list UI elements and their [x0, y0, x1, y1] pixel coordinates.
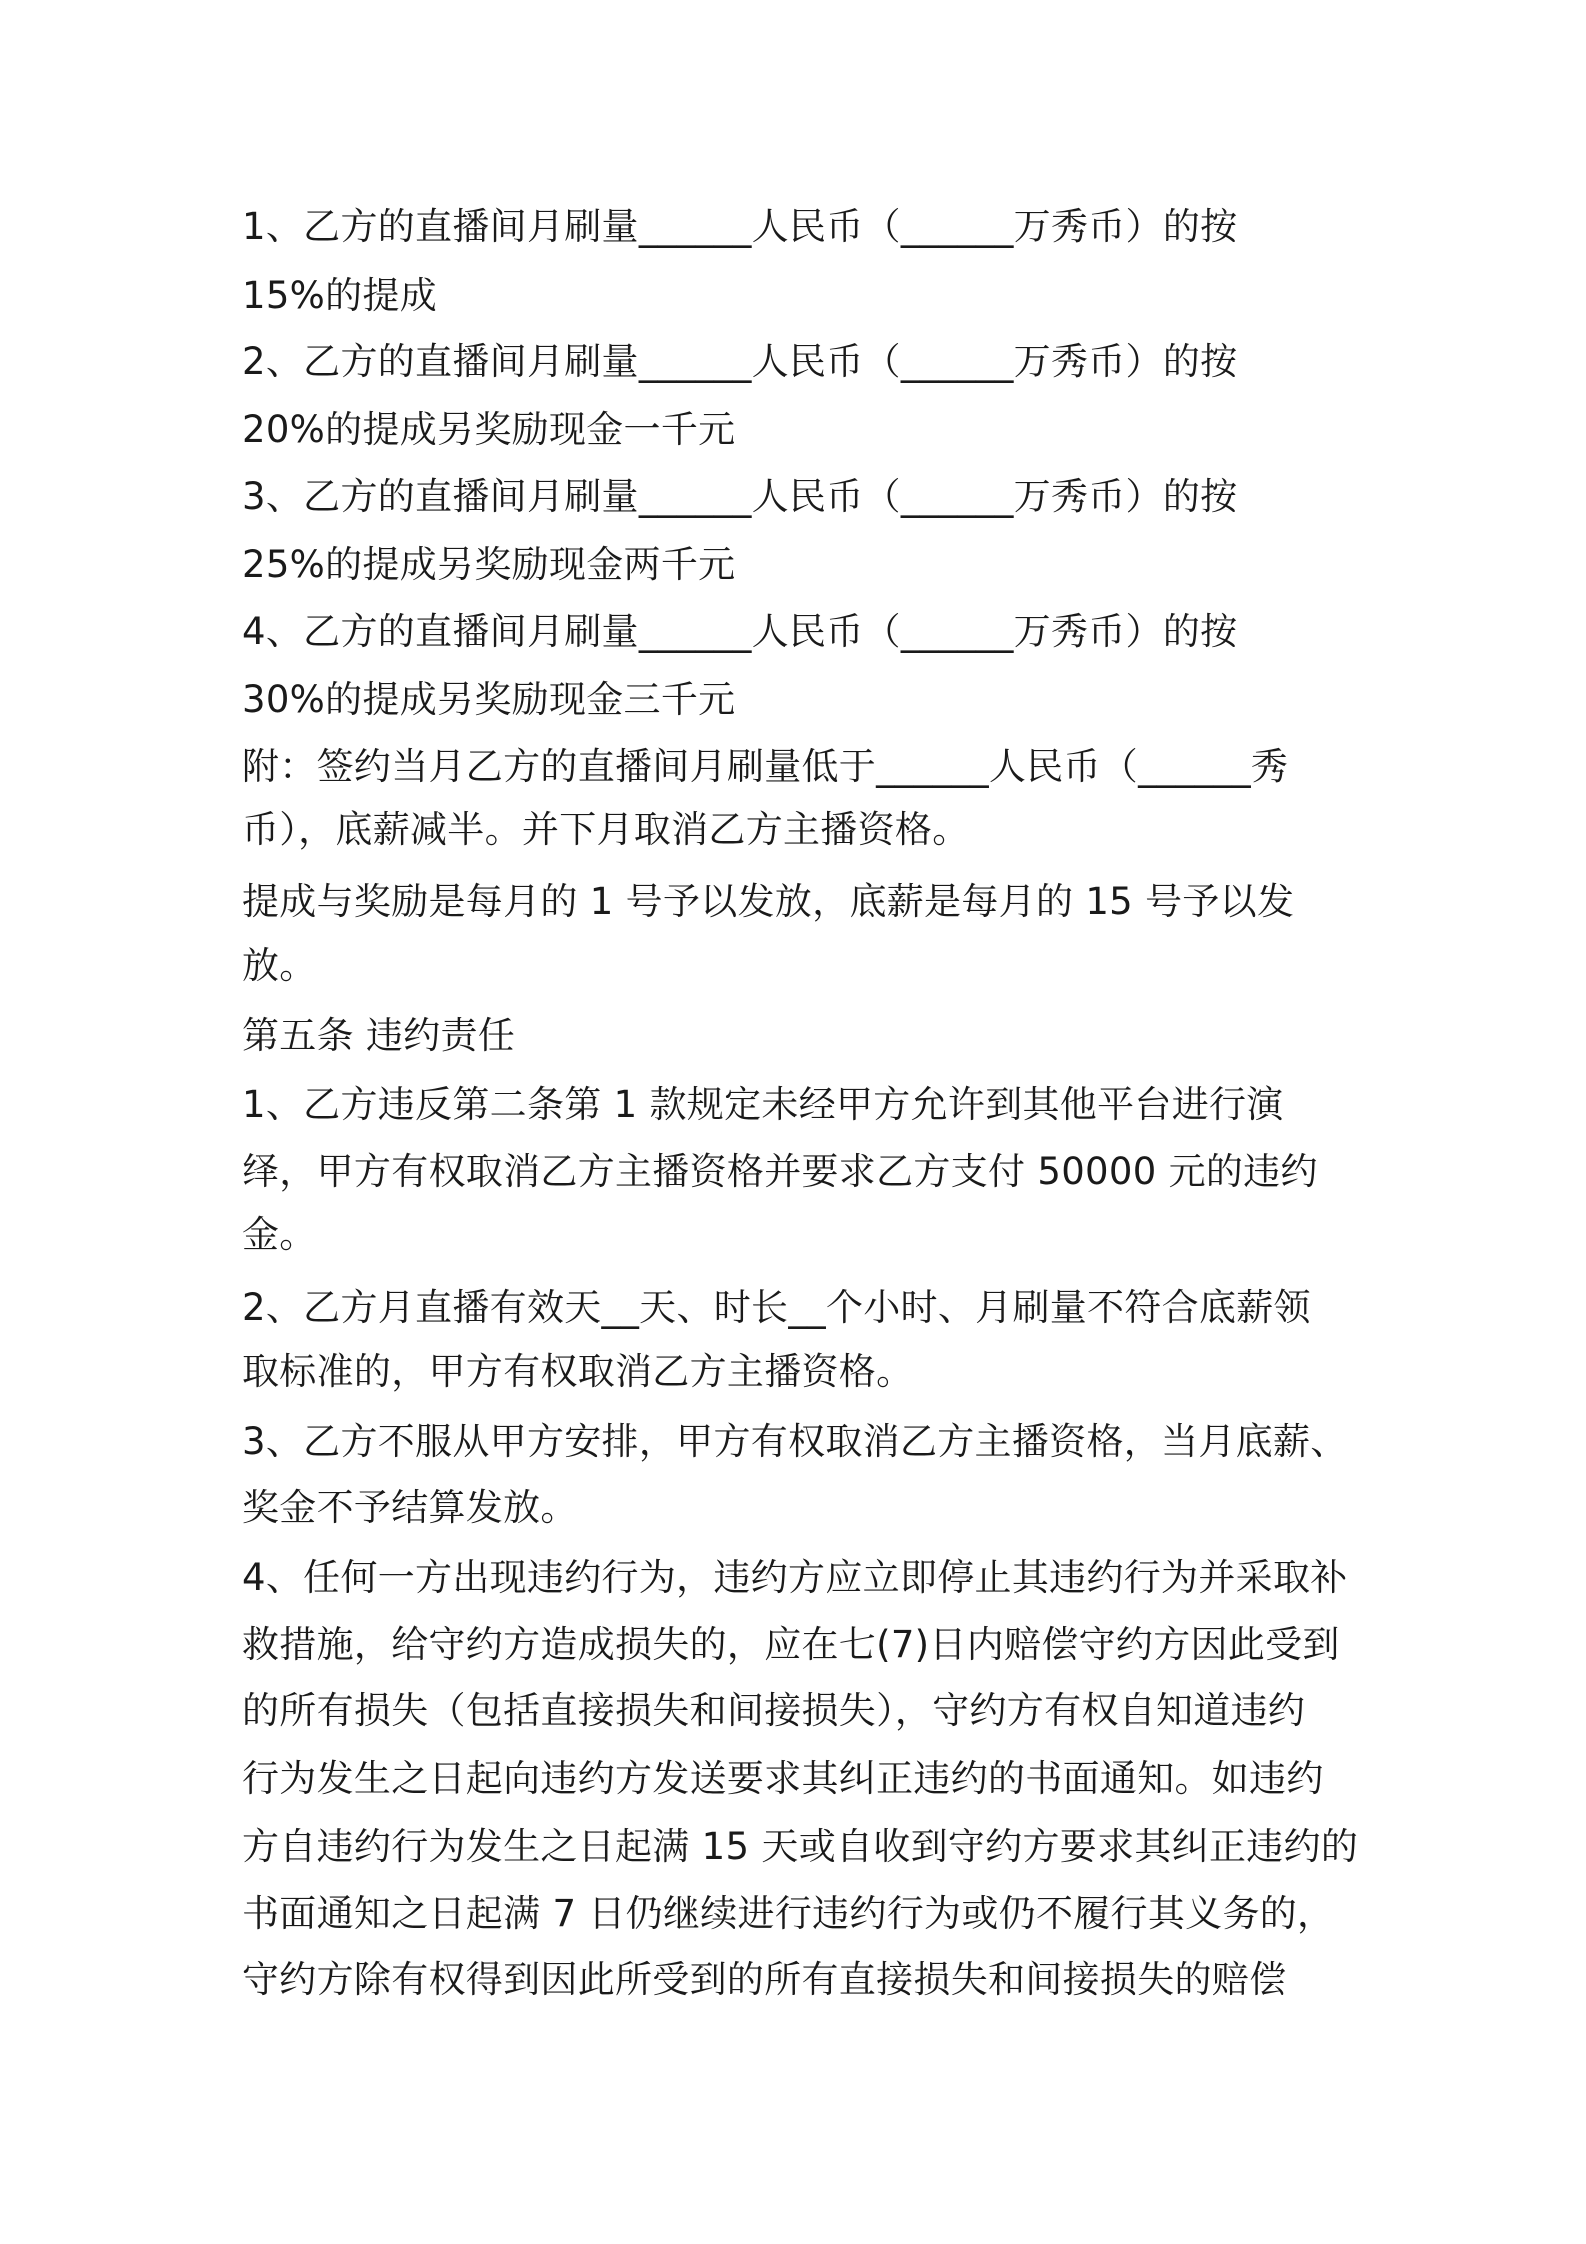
- text-line: 绎，甲方有权取消乙方主播资格并要求乙方支付 50000 元的违约: [242, 1150, 1318, 1193]
- text-line: 放。: [242, 944, 317, 987]
- text-line: 方自违约行为发生之日起满 15 天或自收到守约方要求其纠正违约的: [242, 1825, 1359, 1868]
- text-line: 行为发生之日起向违约方发送要求其纠正违约的书面通知。如违约: [242, 1757, 1324, 1800]
- text-line: 1、乙方违反第二条第 1 款规定未经甲方允许到其他平台进行演: [242, 1083, 1284, 1126]
- text-line: 1、乙方的直播间月刷量______人民币（______万秀币）的按: [242, 205, 1238, 248]
- text-line: 3、乙方不服从甲方安排，甲方有权取消乙方主播资格，当月底薪、: [242, 1420, 1348, 1463]
- text-line: 取标准的，甲方有权取消乙方主播资格。: [242, 1350, 914, 1393]
- text-line: 守约方除有权得到因此所受到的所有直接损失和间接损失的赔偿: [242, 1958, 1287, 2001]
- text-line: 3、乙方的直播间月刷量______人民币（______万秀币）的按: [242, 475, 1238, 518]
- text-line: 2、乙方月直播有效天__天、时长__个小时、月刷量不符合底薪领: [242, 1286, 1311, 1329]
- text-line: 书面通知之日起满 7 日仍继续进行违约行为或仍不履行其义务的，: [242, 1892, 1335, 1935]
- text-line: 的所有损失（包括直接损失和间接损失），守约方有权自知道违约: [242, 1689, 1306, 1732]
- text-line: 20%的提成另奖励现金一千元: [242, 408, 736, 451]
- section-heading: 第五条 违约责任: [242, 1014, 516, 1057]
- text-line: 30%的提成另奖励现金三千元: [242, 678, 736, 721]
- text-line: 救措施，给守约方造成损失的，应在七(7)日内赔偿守约方因此受到: [242, 1623, 1340, 1666]
- text-line: 25%的提成另奖励现金两千元: [242, 543, 736, 586]
- text-line: 15%的提成: [242, 274, 438, 317]
- text-line: 2、乙方的直播间月刷量______人民币（______万秀币）的按: [242, 340, 1238, 383]
- text-line: 4、任何一方出现违约行为，违约方应立即停止其违约行为并采取补: [242, 1556, 1348, 1599]
- text-line: 金。: [242, 1213, 317, 1256]
- text-line: 提成与奖励是每月的 1 号予以发放，底薪是每月的 15 号予以发: [242, 880, 1295, 923]
- text-line: 4、乙方的直播间月刷量______人民币（______万秀币）的按: [242, 610, 1238, 653]
- text-line: 奖金不予结算发放。: [242, 1486, 578, 1529]
- text-line: 币），底薪减半。并下月取消乙方主播资格。: [242, 808, 970, 851]
- text-line: 附：签约当月乙方的直播间月刷量低于______人民币（______秀: [242, 745, 1289, 788]
